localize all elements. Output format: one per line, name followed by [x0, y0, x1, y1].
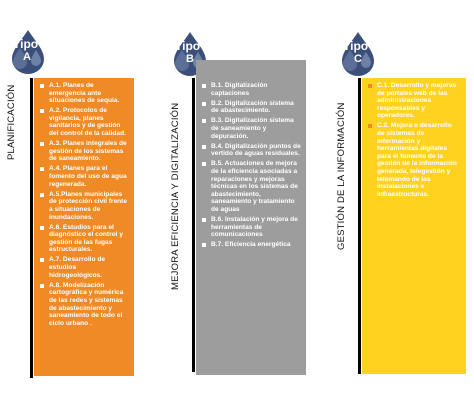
- list-item: B.5. Actuaciones de mejora de la eficiencia asociadas a reparaciones y mejoras técnicas en los sistemas de abastecimiento, saneamiento y tratamiento de aguas: [202, 160, 301, 213]
- badge-label: Tipo: [343, 39, 369, 53]
- list-item: A.6. Estudios para el diagnóstico el control y gestión de las fugas estructurales.: [40, 224, 129, 254]
- list-item: C.2. Mejora o desarrollo de sistemas de información y herramientas digitales para el fomento de la gestión de la información generada, telegestión y telemando de las instalaciones e infraestructuras.: [368, 122, 461, 198]
- list-item: B.3. Digitalización sistema de saneamiento y depuración.: [202, 117, 301, 140]
- list-item: A.3. Planes integrales de gestión de los sistemas de saneamiento.: [40, 140, 129, 163]
- badge-label: Tipo: [13, 37, 39, 51]
- column-title: MEJORA EFICIENCIA Y DIGITALIZACIÓN: [170, 102, 181, 290]
- list-item: B.1. Digitalización captaciones: [202, 82, 301, 97]
- list-item: A.2. Protocolos de vigilancia, planes sanitarios y de gestión del control de la calidad.: [40, 107, 129, 137]
- items-panel: [34, 78, 134, 376]
- items-panel: [362, 78, 466, 374]
- badge-letter: C: [354, 53, 362, 65]
- list-item: B.2. Digitalización sistema de abastecimiento.: [202, 100, 301, 115]
- badge-letter: B: [186, 53, 194, 65]
- list-item: A.1. Planes de emergencia ante situaciones de sequía.: [40, 82, 129, 105]
- list-item: B.4. Digitalización puntos de vertido de aguas residuales.: [202, 143, 301, 158]
- list-item: A.7. Desarrollo de estudios hidrogeológicos.: [40, 256, 129, 279]
- list-item: B.6. Instalación y mejora de herramientas de comunicaciones: [202, 216, 301, 239]
- column-divider: [192, 78, 195, 372]
- badge-label: Tipo: [175, 39, 201, 53]
- column-title: GESTIÓN DE LA INFORMACIÓN: [336, 102, 347, 250]
- column-divider: [358, 78, 361, 374]
- list-item: C.1. Desarrollo y mejoras de portales web de las administraciones responsables y operadores.: [368, 82, 461, 120]
- column-title: PLANIFICACIÓN: [6, 84, 17, 160]
- list-item: A.5.Planes municipales de protección civil frente a situaciones de inundaciones.: [40, 191, 129, 221]
- list-item: A.8. Modelización cartográfica y numérica de las redes y sistemas de abastecimiento y saneamiento de todo el ciclo urbano .: [40, 282, 129, 328]
- badge-letter: A: [23, 51, 31, 63]
- column-divider: [30, 78, 33, 378]
- list-item: A.4. Planes para el fomento del uso de agua regenerada.: [40, 165, 129, 188]
- items-panel: [196, 60, 306, 375]
- list-item: B.7. Eficiencia energética: [202, 241, 301, 249]
